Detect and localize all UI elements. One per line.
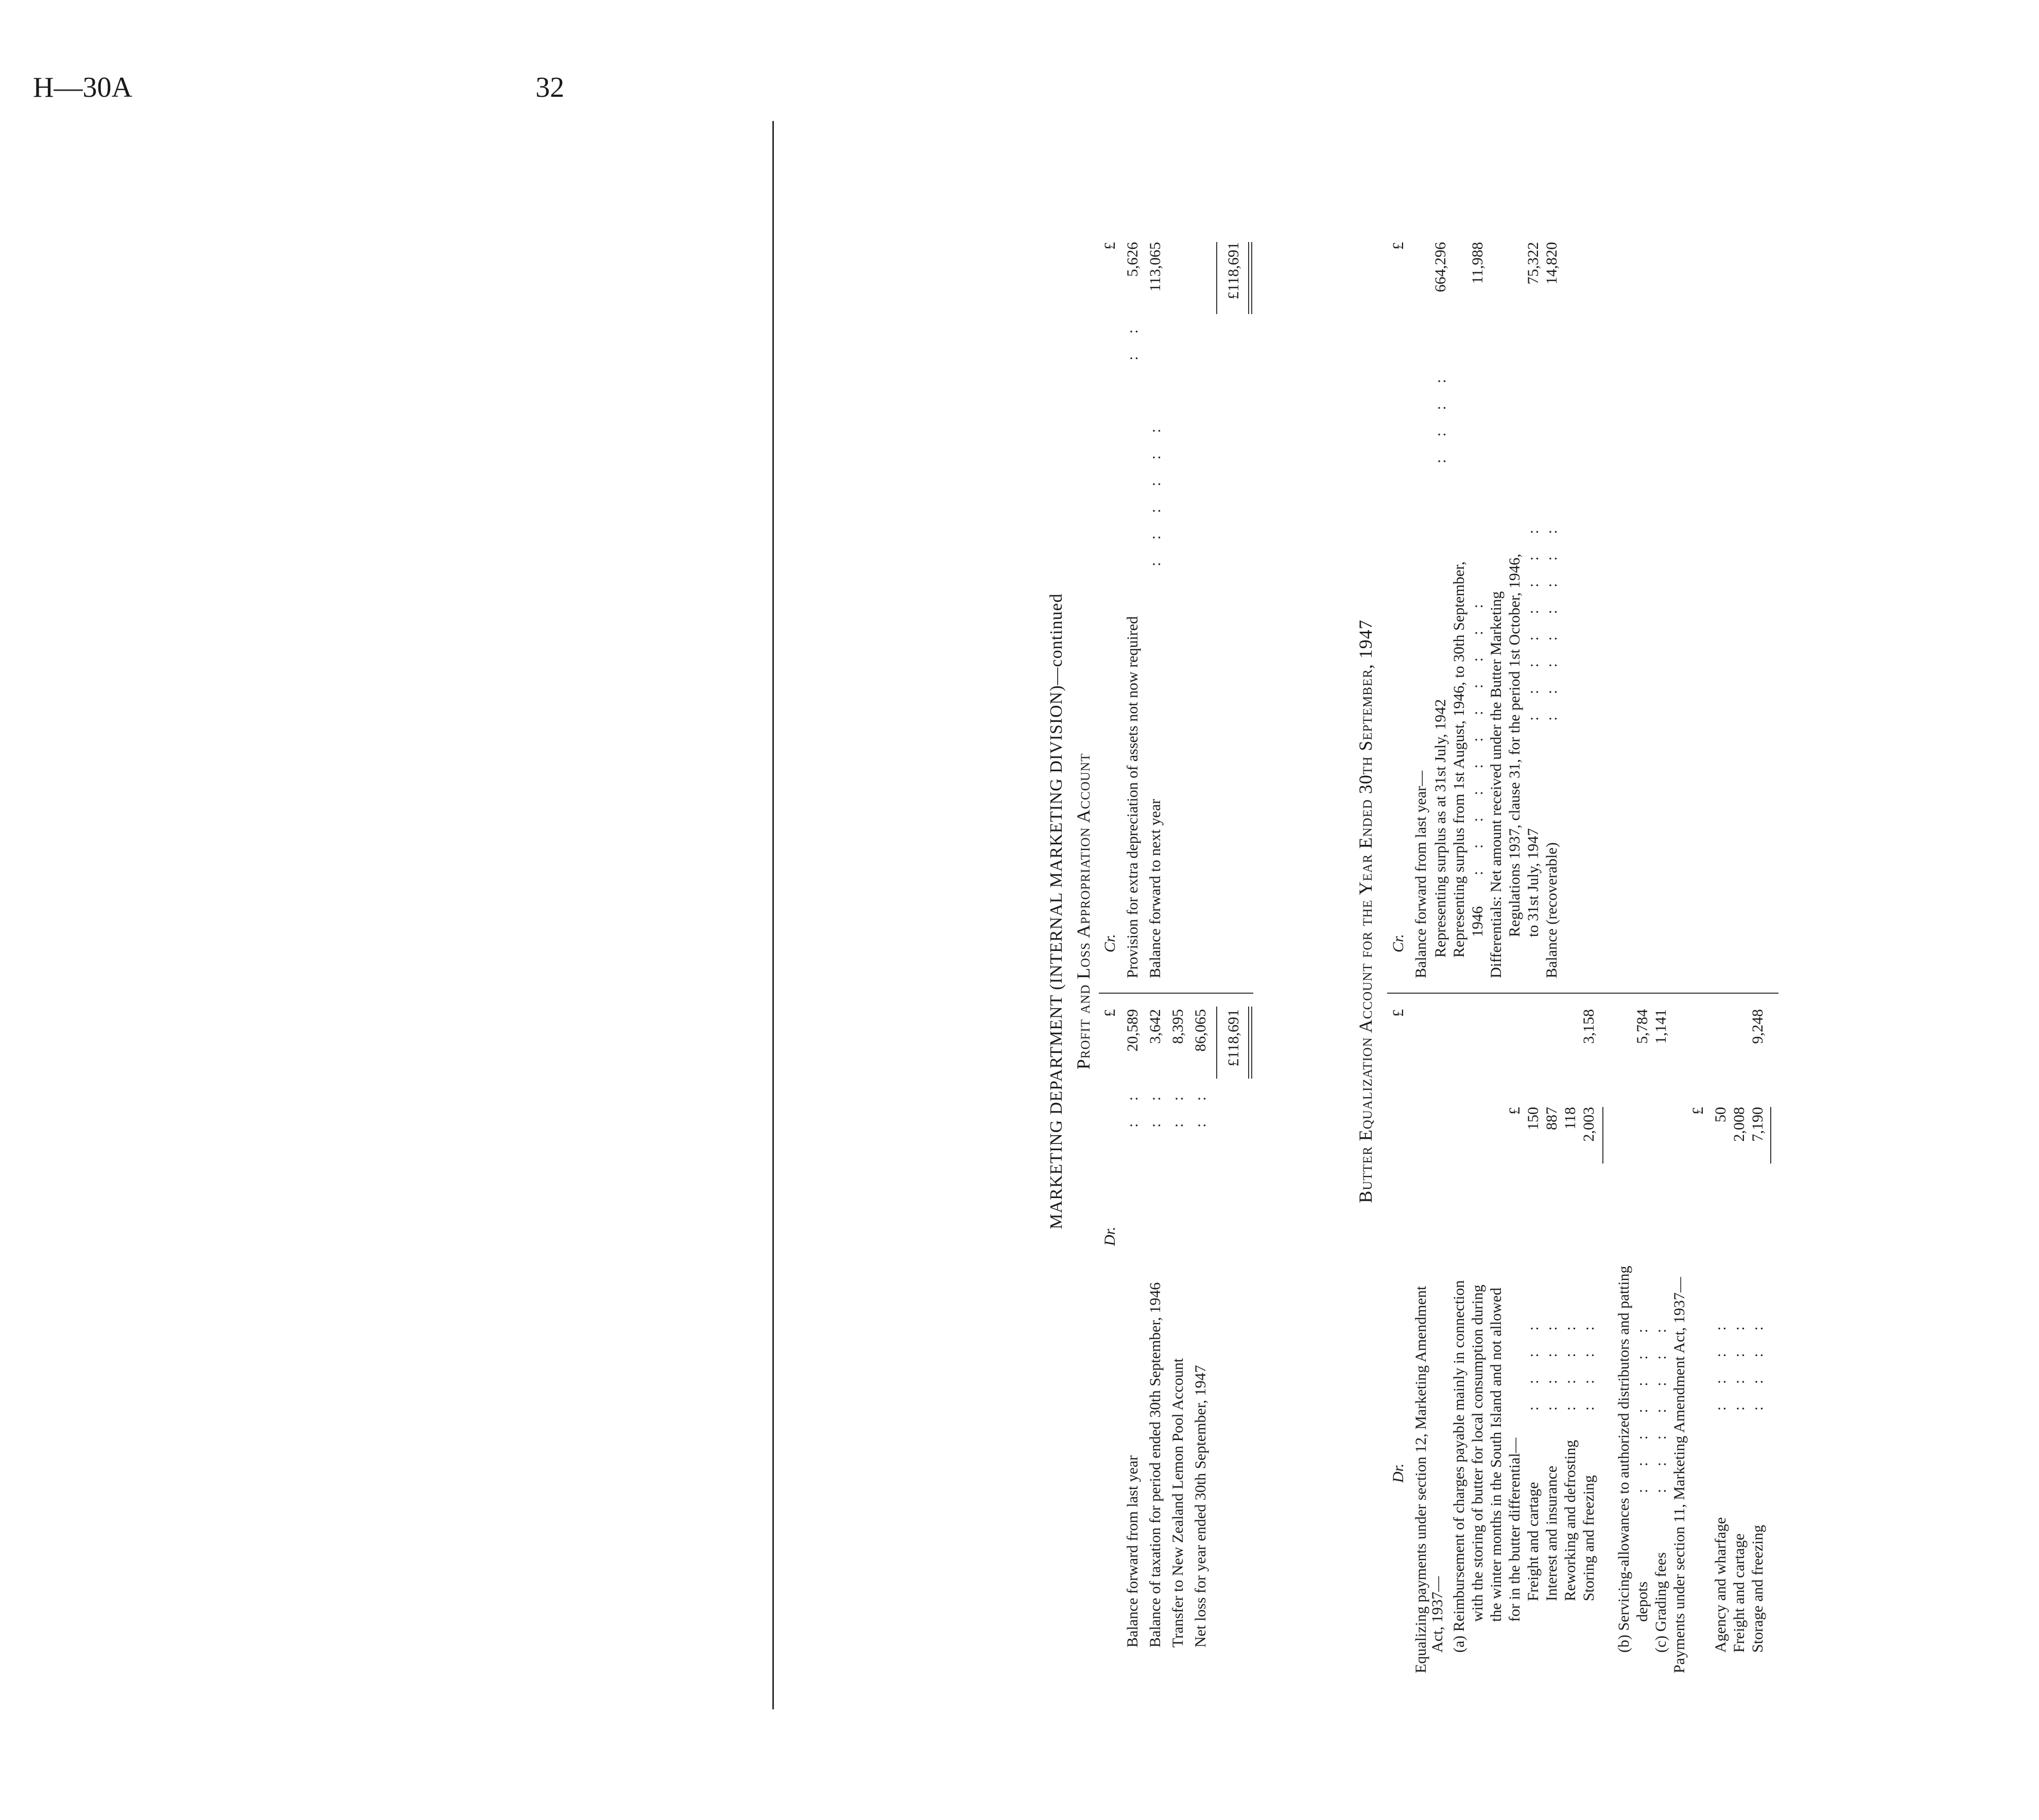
be-dr-line-8: Interest and insurance [1543,1465,1560,1601]
be-cr-line-2: Representing surplus as at 31st July, 1942 [1432,699,1449,958]
pl-dr-total: £118,691 [1225,1009,1242,1067]
pl-dr-amount-1: 20,589 [1124,1009,1141,1052]
be-dr-line-1: Equalizing payments under section 12, Marketing Amendment [1412,1286,1429,1673]
be-cr-line-1: Balance forward from last year— [1412,770,1429,978]
pl-cr-label-1: Provision for extra depreciation of assets not now required [1124,616,1141,978]
be-dr-sub-a-2: 887 [1543,1107,1560,1130]
be-dr-line-3: (a) Reimbursement of charges payable mainly in connection [1450,1280,1467,1653]
be-dr-line-9: Reworking and defrosting [1562,1440,1579,1601]
be-dr-line-2: Act, 1937— [1429,1576,1446,1653]
be-cr-line-4: 1946 [1469,906,1486,937]
be-heading: Butter Equalization Account for the Year Ended 30th September, 1947 [1355,619,1376,1203]
be-dr-c: 1,141 [1652,1009,1669,1044]
pl-cr-label-2: Balance forward to next year [1147,799,1164,978]
be-dr-line-15: Agency and wharfage [1712,1517,1729,1653]
be-dr-sub-a-4: 2,003 [1580,1107,1597,1142]
be-dr-sub-p-1: 50 [1712,1107,1729,1122]
page-number: 32 [535,72,564,103]
pl-dr-pound: £ [1101,1009,1118,1017]
be-cr-amount-2: 11,988 [1469,242,1486,284]
be-dr-sub-a-3: 118 [1562,1107,1579,1130]
pl-dr-label-4: Net loss for year ended 30th September, 1947 [1192,1365,1209,1648]
pl-dr-label-1: Balance forward from last year [1124,1455,1141,1648]
pl-cr-label: Cr. [1101,934,1118,952]
be-dr-b: 5,784 [1634,1009,1651,1044]
be-dr-p-total: 9,248 [1749,1009,1766,1044]
be-dr-line-11: (b) Servicing-allowances to authorized distributors and patting [1615,1266,1632,1653]
be-dr-sub-p-2: 2,008 [1731,1107,1748,1142]
be-dr-line-7: Freight and cartage [1525,1482,1542,1601]
pl-dr-label-2: Balance of taxation for period ended 30th September, 1946 [1147,1282,1164,1648]
pl-cr-amount-1: 5,626 [1124,242,1141,277]
be-dr-sub-p-3: 7,190 [1749,1107,1766,1142]
be-dr-line-16: Freight and cartage [1731,1533,1748,1653]
be-dr-line-12: depots [1634,1581,1651,1622]
be-dr-label: Dr. [1390,1463,1407,1483]
be-cr-amount-3: 75,322 [1525,242,1542,285]
be-cr-line-5: Differentials: Net amount received under the Butter Marketing [1488,591,1505,978]
be-cr-line-8: Balance (recoverable) [1543,842,1560,978]
be-dr-line-5: the winter months in the South Island and not allowed [1488,1287,1505,1622]
be-dr-line-6: for in the butter differential— [1506,1437,1523,1622]
be-dr-sub-a-1: 150 [1525,1107,1542,1130]
be-dr-line-14: Payments under section 11, Marketing Amendment Act, 1937— [1671,1277,1688,1673]
pl-dr-label: Dr. [1101,1226,1118,1246]
pl-heading: Profit and Loss Appropriation Account [1073,753,1094,1070]
department-title: MARKETING DEPARTMENT (INTERNAL MARKETING DIVISION)—continued [1047,593,1066,1229]
be-dr-sub-pound: £ [1506,1107,1523,1115]
pl-cr-total: £118,691 [1225,242,1242,300]
be-dr-line-4: with the storing of butter for local consumption during [1469,1285,1486,1622]
be-dr-line-17: Storage and freezing [1749,1524,1766,1653]
be-cr-amount-1: 664,296 [1432,242,1449,292]
be-dr-line-13: (c) Grading fees [1652,1552,1669,1653]
be-cr-line-7: to 31st July, 1947 [1525,828,1542,937]
column-divider-top [772,121,774,1709]
rotated-page: MARKETING DEPARTMENT (INTERNAL MARKETING DIVISION)—continued Profit and Loss Appropriation Account Dr. £ Balance forward from last year Balance of taxation for period ended 30th September, 1946 Transfer to New Zealand Lemon Pool Account Net loss for year ended 30th September, 1947 : : : : : : : : 20,589 3,642 8,395 86,065 £118,691 Cr. £ Provision for extra depreciation of assets not now required Balance forward to next year : : : : : : : : 5,626 113,065 £118,691 Butter Equalization Account for the Year Ended 30th September, 1947 Dr. £ Equalizing payments under section 12, Marketing Amendment Act, 1937— (a) Reimbursement of charges payable mainly in connection with the storing of butter for local consumption during the winter months in the South Island and not allowed for in the butter differential— £ Freight and cartage Interest and insurance Reworking and defrosting Storing and freezing : : : : : : : : : : : : : : : : 150 887 118 2,003 3,158 (b) Servicing-allowances to authorized distributors and patting depots : : : : : : : 5,784 (c) Grading fees : : : : : : : 1,141 Payments under section 11, Marketing Amendment Act, 1937— £ Agency and wharfage Freight and cartage Storage and freezing : : : : : : : : : : : : 50 2,008 7,190 9,248 Cr. £ Balance forward from last year— Representing surplus as at 31st July, 1942 : : : : 664,296 Representing surplus from 1st August, 1946, to 30th September, 1946 : : : : : : : : : : : 11,988 Differentials: Net amount received under the Butter Marketing Regulations 1937, clause 31, for the period 1st October, 1946, to 31st July, 1947 : : : : : : : : 75,322 Balance (recoverable) : : : : : : : : 14,820 [1045,124,2039,1699]
pl-dr-amount-4: 86,065 [1192,1009,1209,1052]
be-cr-label: Cr. [1390,934,1407,952]
be-dr-pound: £ [1390,1009,1407,1017]
be-cr-pound: £ [1390,242,1407,250]
be-dr-a-total: 3,158 [1580,1009,1597,1044]
pl-dr-label-3: Transfer to New Zealand Lemon Pool Account [1169,1358,1186,1648]
pl-cr-amount-2: 113,065 [1147,242,1164,292]
be-dr-line-10: Storing and freezing [1580,1475,1597,1601]
be-cr-amount-4: 14,820 [1543,242,1560,285]
page-code: H—30A [33,72,132,103]
pl-dr-amount-2: 3,642 [1147,1009,1164,1044]
pl-cr-pound: £ [1101,242,1118,250]
be-cr-line-3: Representing surplus from 1st August, 1946, to 30th September, [1450,561,1467,958]
be-cr-line-6: Regulations 1937, clause 31, for the period 1st October, 1946, [1506,553,1523,937]
be-dr-sub2-pound: £ [1689,1107,1706,1115]
pl-dr-amount-3: 8,395 [1169,1009,1186,1044]
